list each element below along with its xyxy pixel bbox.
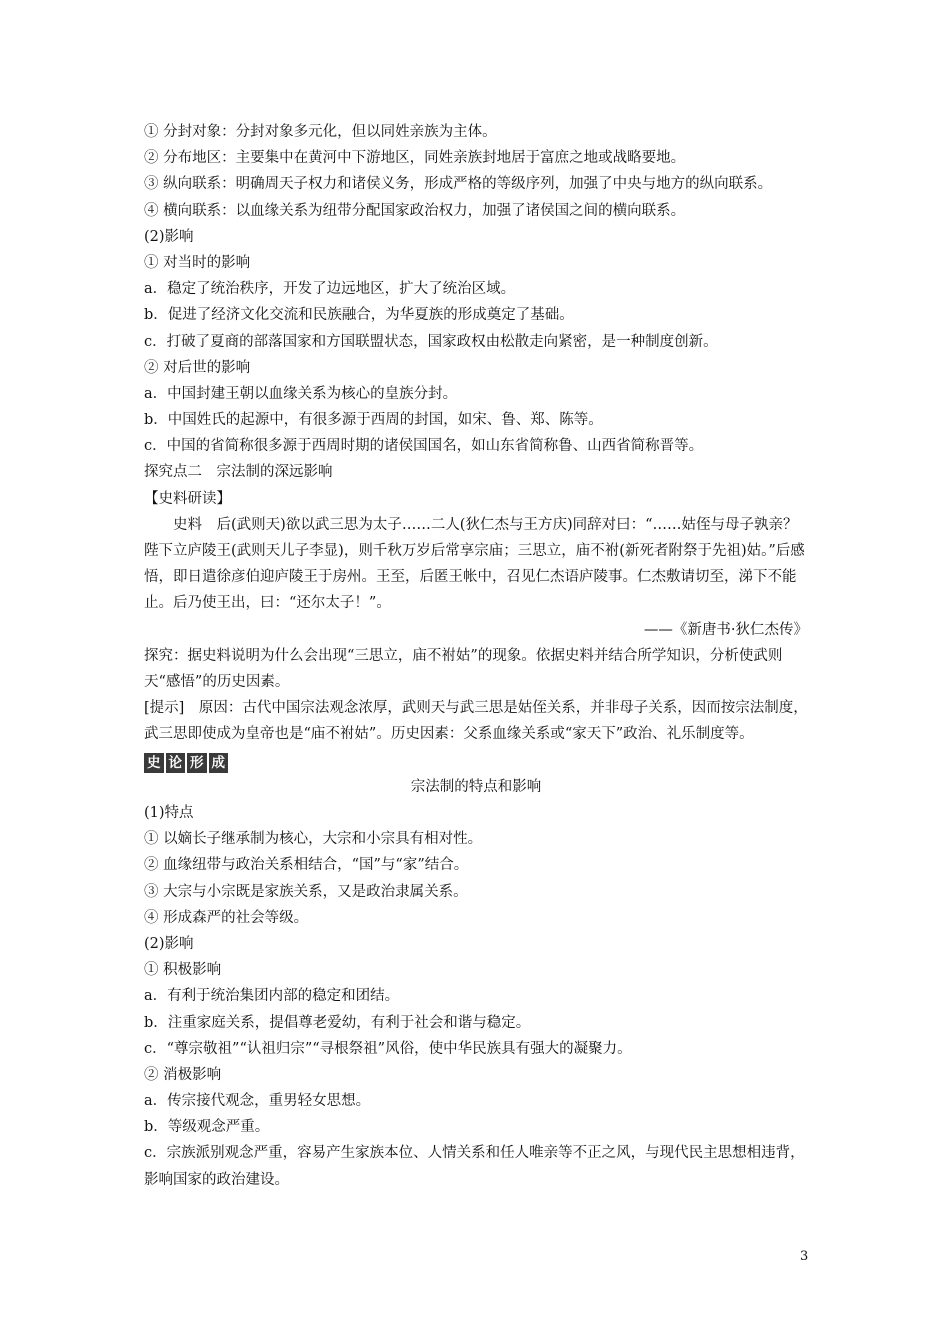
material-tag: 【史料研读】	[144, 490, 231, 507]
text-line: c．“尊宗敬祖”“认祖归宗”“寻根祭祖”风俗，使中华民族具有强大的凝聚力。	[144, 1040, 632, 1057]
explore-question: 探究：据史料说明为什么会出现“三思立，庙不祔姑”的现象。依据史料并结合所学知识，分析使武则天“感悟”的历史因素。	[144, 647, 783, 691]
text-line: b．注重家庭关系，提倡尊老爱幼，有利于社会和谐与稳定。	[144, 1014, 531, 1031]
text-line: ② 分布地区：主要集中在黄河中下游地区，同姓亲族封地居于富庶之地或战略要地。	[144, 150, 686, 167]
text-line: c．打破了夏商的部落国家和方国联盟状态，国家政权由松散走向紧密，是一种制度创新。	[144, 333, 718, 350]
text-line: a．有利于统治集团内部的稳定和团结。	[144, 988, 400, 1005]
text-line: a．传宗接代观念，重男轻女思想。	[144, 1093, 371, 1110]
text-line: ① 以嫡长子继承制为核心，大宗和小宗具有相对性。	[144, 831, 483, 848]
text-line: ④ 横向联系：以血缘关系为纽带分配国家政治权力，加强了诸侯国之间的横向联系。	[144, 202, 686, 219]
historical-material: 史料 后(武则天)欲以武三思为太子……二人(狄仁杰与王方庆)同辞对曰：“……姑侄与母子孰亲？陛下立庐陵王(武则天儿子李显)，则千秋万岁后常享宗庙；三思立，庙不祔(新死者附祭于先祖)姑。”后感悟，即日遣徐彦伯迎庐陵王于房州。王至，后匿王帐中，召见仁杰语庐陵事。仁杰敷请切至，涕下不能止。后乃使王出，曰：“还尔太子！”。	[144, 516, 805, 612]
text-line: (2)影响	[144, 228, 194, 245]
text-paragraph: c．宗族派别观念严重，容易产生家族本位、人情关系和任人唯亲等不正之风，与现代民主思想相违背，影响国家的政治建设。	[144, 1145, 805, 1188]
text-line: b．促进了经济文化交流和民族融合，为华夏族的形成奠定了基础。	[144, 307, 574, 324]
text-line: b．等级观念严重。	[144, 1119, 270, 1136]
text-line: c．中国的省简称很多源于西周时期的诸侯国国名，如山东省简称鲁、山西省简称晋等。	[144, 438, 704, 455]
text-line: (1)特点	[144, 805, 194, 822]
page-number: 3	[800, 1249, 809, 1264]
text-line: ① 积极影响	[144, 962, 222, 979]
text-line: b．中国姓氏的起源中，有很多源于西周的封国，如宋、鲁、郑、陈等。	[144, 412, 603, 429]
text-line: ③ 大宗与小宗既是家族关系，又是政治隶属关系。	[144, 883, 468, 900]
text-line: ④ 形成森严的社会等级。	[144, 909, 309, 926]
explore-hint: [提示] 原因：古代中国宗法观念浓厚，武则天与武三思是姑侄关系，并非母子关系，因而按宗法制度，武三思即使成为皇帝也是“庙不祔姑”。历史因素：父系血缘关系或“家天下”政治、礼乐制度等。	[144, 700, 808, 743]
text-paragraph: ③ 纵向联系：明确周天子权力和诸侯义务，形成严格的等级序列，加强了中央与地方的纵向联系。	[144, 176, 773, 193]
badge-char: 成	[209, 753, 229, 773]
badge-char: 形	[187, 753, 207, 773]
section-heading: 宗法制的特点和影响	[410, 778, 542, 795]
section-badge	[144, 748, 808, 774]
badge-char: 论	[166, 753, 186, 773]
text-line: ① 分封对象：分封对象多元化，但以同姓亲族为主体。	[144, 124, 497, 140]
text-line: ① 对当时的影响	[144, 254, 251, 271]
badge-char: 史	[144, 753, 164, 773]
text-line: ② 血缘纽带与政治关系相结合，“国”与“家”结合。	[144, 857, 469, 874]
text-line: ② 对后世的影响	[144, 359, 251, 376]
text-line: a．中国封建王朝以血缘关系为核心的皇族分封。	[144, 385, 458, 402]
text-line: a．稳定了统治秩序，开发了边远地区，扩大了统治区域。	[144, 281, 516, 298]
text-line: ② 消极影响	[144, 1066, 222, 1083]
text-line: (2)影响	[144, 935, 194, 952]
explore-title: 探究点二 宗法制的深远影响	[144, 464, 333, 481]
material-source: ——《新唐书·狄仁杰传》	[643, 621, 808, 638]
document-page	[144, 119, 808, 1193]
